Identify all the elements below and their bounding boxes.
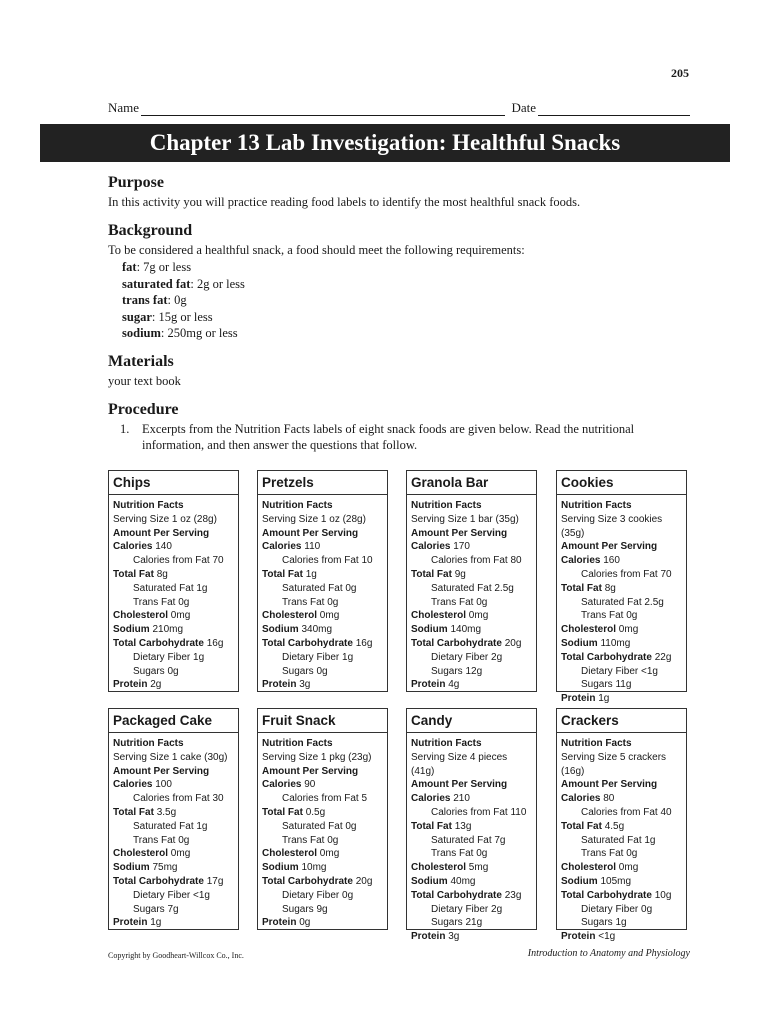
card-line-cholesterol: Cholesterol 5mg <box>411 862 489 874</box>
card-line-amount-per-serving: Amount Per Serving <box>262 527 359 539</box>
card-line-sugars: Sugars 7g <box>133 903 179 915</box>
card-line-cholesterol: Cholesterol 0mg <box>411 610 489 622</box>
card-line-total-fat: Total Fat 0.5g <box>262 806 326 818</box>
card-line-total-fat: Total Fat 1g <box>262 568 317 580</box>
card-line-calories: Calories 140 <box>113 541 172 553</box>
card-line-saturated-fat: Saturated Fat 7g <box>431 834 506 846</box>
card-line-saturated-fat: Saturated Fat 0g <box>282 582 357 594</box>
card-line-trans-fat: Trans Fat 0g <box>133 596 190 608</box>
card-line-protein: Protein 3g <box>411 931 460 943</box>
nutrition-card-packaged-cake <box>108 708 239 930</box>
card-line-total-fat: Total Fat 9g <box>411 568 466 580</box>
card-line-cholesterol: Cholesterol 0mg <box>561 624 639 636</box>
card-line-calories: Calories 210 <box>411 793 470 805</box>
card-line-trans-fat: Trans Fat 0g <box>431 848 488 860</box>
card-line-saturated-fat: Saturated Fat 0g <box>282 820 357 832</box>
card-line-nutrition-facts: Nutrition Facts <box>561 738 632 749</box>
card-line-calories-from-fat: Calories from Fat 30 <box>133 793 224 805</box>
card-line-trans-fat: Trans Fat 0g <box>282 834 339 846</box>
card-line-total-carbohydrate: Total Carbohydrate 22g <box>561 651 672 663</box>
card-line-sugars: Sugars 21g <box>431 917 483 929</box>
card-line-saturated-fat: Saturated Fat 2.5g <box>431 582 514 594</box>
card-line-total-fat: Total Fat 13g <box>411 820 472 832</box>
nutrition-card-candy <box>406 708 537 943</box>
card-title: Granola Bar <box>407 473 536 495</box>
card-line-saturated-fat: Saturated Fat 1g <box>133 582 208 594</box>
card-line-calories: Calories 80 <box>561 793 615 805</box>
requirement-sodium: sodium: 250mg or less <box>122 326 238 340</box>
card-line-amount-per-serving: Amount Per Serving <box>561 541 658 553</box>
purpose-heading: Purpose <box>108 174 164 191</box>
card-line-total-fat: Total Fat 8g <box>561 582 616 594</box>
card-line-total-carbohydrate: Total Carbohydrate 10g <box>561 889 672 901</box>
card-line-cholesterol: Cholesterol 0mg <box>262 848 340 860</box>
card-line-dietary-fiber: Dietary Fiber 0g <box>581 903 653 915</box>
step-text-line-1: Excerpts from the Nutrition Facts labels of eight snack foods are given below. Read the nutritional <box>142 421 635 436</box>
card-line-nutrition-facts: Nutrition Facts <box>411 738 482 749</box>
card-line-dietary-fiber: Dietary Fiber 1g <box>282 651 354 663</box>
card-line-cholesterol: Cholesterol 0mg <box>262 610 340 622</box>
requirement-trans-fat: trans fat: 0g <box>122 293 187 307</box>
card-line-serving: Serving Size 1 cake (30g) <box>113 751 228 763</box>
purpose-section <box>108 172 690 211</box>
card-title: Packaged Cake <box>109 711 238 733</box>
card-line-total-carbohydrate: Total Carbohydrate 20g <box>262 875 373 887</box>
card-line-sugars: Sugars 11g <box>581 679 632 691</box>
card-line-calories-from-fat: Calories from Fat 5 <box>282 793 368 805</box>
card-line-amount-per-serving: Amount Per Serving <box>113 765 210 777</box>
card-line-calories-from-fat: Calories from Fat 110 <box>431 806 527 818</box>
card-line-sodium: Sodium 75mg <box>113 862 178 874</box>
materials-heading: Materials <box>108 352 174 370</box>
card-line-trans-fat: Trans Fat 0g <box>431 596 488 608</box>
card-line-protein: Protein 2g <box>113 679 162 691</box>
card-title: Pretzels <box>258 473 387 495</box>
background-heading: Background <box>108 222 193 239</box>
card-title: Crackers <box>557 711 686 733</box>
card-line-protein: Protein 1g <box>113 917 162 929</box>
card-line-protein: Protein 3g <box>262 679 311 691</box>
card-line-trans-fat: Trans Fat 0g <box>282 596 339 608</box>
card-line-sodium: Sodium 340mg <box>262 624 333 636</box>
card-line-sugars: Sugars 9g <box>282 903 328 915</box>
nutrition-card-cookies <box>556 470 687 705</box>
card-line-total-fat: Total Fat 4.5g <box>561 820 625 832</box>
card-line-cholesterol: Cholesterol 0mg <box>113 848 191 860</box>
card-line-saturated-fat: Saturated Fat 2.5g <box>581 596 664 608</box>
card-line-calories-from-fat: Calories from Fat 70 <box>133 555 224 567</box>
card-line-total-carbohydrate: Total Carbohydrate 23g <box>411 889 522 901</box>
card-line-calories: Calories 110 <box>262 541 321 553</box>
background-intro: To be considered a healthful snack, a food should meet the following requirements: <box>108 243 525 257</box>
card-line-amount-per-serving: Amount Per Serving <box>411 779 508 791</box>
nutrition-card-crackers <box>556 708 687 943</box>
copyright-text: Copyright by Goodheart-Willcox Co., Inc. <box>108 951 244 960</box>
name-label: Name <box>108 100 140 115</box>
card-line-nutrition-facts: Nutrition Facts <box>262 500 333 511</box>
card-line-total-carbohydrate: Total Carbohydrate 16g <box>262 637 373 649</box>
purpose-text: In this activity you will practice reading food labels to identify the most healthful snack foods. <box>108 195 581 209</box>
card-line-calories-from-fat: Calories from Fat 70 <box>581 568 672 580</box>
card-line-cholesterol: Cholesterol 0mg <box>561 862 639 874</box>
instructions <box>108 172 690 462</box>
card-line-total-carbohydrate: Total Carbohydrate 16g <box>113 637 224 649</box>
card-line-total-carbohydrate: Total Carbohydrate 17g <box>113 875 224 887</box>
page-number: 205 <box>671 66 689 80</box>
card-line-serving: Serving Size 1 bar (35g) <box>411 513 519 525</box>
materials-section <box>108 351 690 390</box>
card-line-calories-from-fat: Calories from Fat 80 <box>431 555 522 567</box>
card-line-serving: Serving Size 3 cookies (35g) <box>561 513 663 539</box>
card-line-nutrition-facts: Nutrition Facts <box>113 738 184 749</box>
card-line-saturated-fat: Saturated Fat 1g <box>133 820 208 832</box>
date-label: Date <box>511 100 536 115</box>
card-line-total-fat: Total Fat 8g <box>113 568 168 580</box>
card-line-sodium: Sodium 210mg <box>113 624 184 636</box>
nutrition-card-chips <box>108 470 239 692</box>
card-line-calories: Calories 160 <box>561 555 620 567</box>
card-line-serving: Serving Size 4 pieces (41g) <box>411 751 508 777</box>
card-line-amount-per-serving: Amount Per Serving <box>411 527 508 539</box>
card-line-calories: Calories 90 <box>262 779 316 791</box>
card-line-dietary-fiber: Dietary Fiber <1g <box>133 889 210 901</box>
name-blank <box>141 101 505 116</box>
card-line-calories: Calories 100 <box>113 779 172 791</box>
requirement-sugar: sugar: 15g or less <box>122 309 213 324</box>
card-line-protein: Protein 4g <box>411 679 460 691</box>
card-title: Fruit Snack <box>258 711 387 733</box>
card-line-dietary-fiber: Dietary Fiber 2g <box>431 651 503 663</box>
card-line-sugars: Sugars 1g <box>581 917 627 929</box>
card-line-dietary-fiber: Dietary Fiber <1g <box>581 665 658 677</box>
procedure-heading: Procedure <box>108 400 179 418</box>
card-line-serving: Serving Size 1 oz (28g) <box>262 513 366 525</box>
card-line-sugars: Sugars 12g <box>431 665 483 677</box>
card-line-nutrition-facts: Nutrition Facts <box>561 500 632 511</box>
procedure-step-1 <box>120 421 690 453</box>
card-line-trans-fat: Trans Fat 0g <box>133 834 190 846</box>
card-line-dietary-fiber: Dietary Fiber 1g <box>133 651 205 663</box>
card-line-nutrition-facts: Nutrition Facts <box>262 738 333 749</box>
card-line-sugars: Sugars 0g <box>133 665 179 677</box>
card-line-sodium: Sodium 40mg <box>411 875 476 887</box>
card-line-serving: Serving Size 1 oz (28g) <box>113 513 217 525</box>
name-date-line <box>108 100 690 116</box>
card-line-cholesterol: Cholesterol 0mg <box>113 610 191 622</box>
card-title: Cookies <box>557 473 686 495</box>
card-line-amount-per-serving: Amount Per Serving <box>262 765 359 777</box>
card-line-serving: Serving Size 1 pkg (23g) <box>262 751 372 763</box>
card-line-protein: Protein <1g <box>561 931 616 943</box>
card-line-nutrition-facts: Nutrition Facts <box>411 500 482 511</box>
requirement-saturated-fat: saturated fat: 2g or less <box>122 276 245 291</box>
card-line-trans-fat: Trans Fat 0g <box>581 610 638 622</box>
card-line-nutrition-facts: Nutrition Facts <box>113 500 184 511</box>
card-line-protein: Protein 0g <box>262 917 311 929</box>
card-line-sodium: Sodium 105mg <box>561 875 632 887</box>
card-line-amount-per-serving: Amount Per Serving <box>561 779 658 791</box>
card-line-protein: Protein 1g <box>561 693 610 705</box>
materials-text: your text book <box>108 373 181 388</box>
card-line-calories-from-fat: Calories from Fat 40 <box>581 806 672 818</box>
step-number: 1. <box>120 421 130 436</box>
card-line-sodium: Sodium 140mg <box>411 624 482 636</box>
book-title: Introduction to Anatomy and Physiology <box>527 948 690 959</box>
card-line-serving: Serving Size 5 crackers (16g) <box>561 751 667 777</box>
nutrition-card-pretzels <box>257 470 388 692</box>
card-title: Candy <box>407 711 536 733</box>
card-line-sodium: Sodium 110mg <box>561 637 631 649</box>
card-title: Chips <box>109 473 238 495</box>
page-title: Chapter 13 Lab Investigation: Healthful Snacks <box>40 124 730 162</box>
date-blank <box>538 101 690 116</box>
requirement-fat: fat: 7g or less <box>122 260 192 274</box>
procedure-section <box>108 399 690 453</box>
nutrition-card-fruit-snack <box>257 708 388 930</box>
card-line-dietary-fiber: Dietary Fiber 2g <box>431 903 503 915</box>
card-line-sodium: Sodium 10mg <box>262 862 327 874</box>
card-line-calories: Calories 170 <box>411 541 470 553</box>
card-line-total-fat: Total Fat 3.5g <box>113 806 177 818</box>
card-line-amount-per-serving: Amount Per Serving <box>113 527 210 539</box>
nutrition-card-granola-bar <box>406 470 537 692</box>
card-line-calories-from-fat: Calories from Fat 10 <box>282 555 373 567</box>
card-line-dietary-fiber: Dietary Fiber 0g <box>282 889 354 901</box>
card-line-total-carbohydrate: Total Carbohydrate 20g <box>411 637 522 649</box>
card-line-sugars: Sugars 0g <box>282 665 328 677</box>
card-line-trans-fat: Trans Fat 0g <box>581 848 638 860</box>
card-line-saturated-fat: Saturated Fat 1g <box>581 834 656 846</box>
background-section <box>108 220 690 342</box>
step-text-line-2: information, and then answer the questions that follow. <box>142 437 418 452</box>
